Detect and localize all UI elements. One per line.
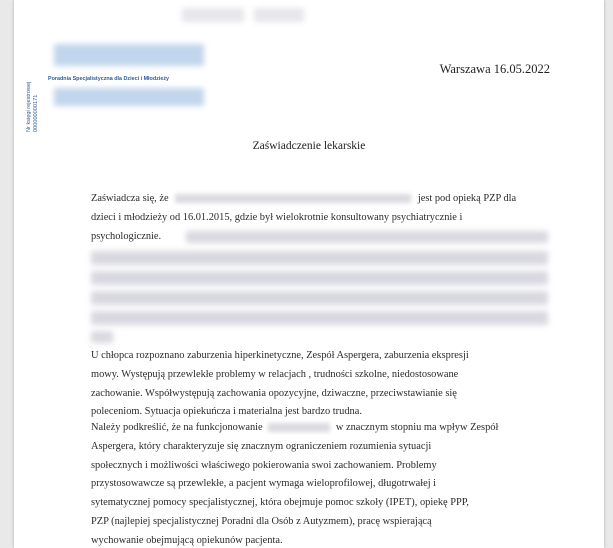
paragraph-1-line-2: dzieci i młodzieży od 16.01.2015, gdzie był wielokrotnie konsultowany psychiatrycznie i: [91, 211, 463, 223]
document-title: Zaświadczenie lekarskie: [252, 140, 366, 152]
redacted-stamp-top: [54, 44, 204, 66]
paragraph-2-line-3: zachowanie. Współwystępują zachowania opozycyjne, dziwaczne, przeciwstawianie się: [91, 387, 457, 399]
redacted-block-line-3: [186, 231, 548, 243]
paragraph-3-line-2: Aspergera, który charakteryzuje się znacznym ograniczeniem rozumienia sytuacji: [91, 440, 432, 452]
redacted-block-line-6: [91, 291, 548, 305]
redacted-block-line-4: [91, 251, 548, 265]
document-page: [14, 0, 604, 548]
paragraph-3-line-4: przystosowawcze są przewlekłe, a pacjent wymaga wieloprofilowej, długotrwałej i: [91, 478, 437, 490]
paragraph-3-line-6: PZP (najlepiej specjalistycznej Poradni dla Osób z Autyzmem), pracę wspierającą: [91, 515, 432, 527]
paragraph-3-line-3: społecznych i możliwości właściwego pokierowania swoi zachowaniem. Problemy: [91, 459, 437, 471]
redacted-header-right: [254, 8, 304, 22]
document-date: Warszawa 16.05.2022: [439, 62, 550, 76]
paragraph-2-line-1: U chłopca rozpoznano zaburzenia hiperkinetyczne, Zespół Aspergera, zaburzenia ekspresji: [91, 350, 469, 361]
stamp-register-number: 000000000171: [32, 94, 39, 132]
redacted-block-line-5: [91, 271, 548, 285]
redacted-block-line-7: [91, 311, 548, 325]
p1-line1-start: Zaświadcza się, że: [91, 193, 169, 204]
stamp-clinic-name: Poradnia Specjalistyczna dla Dzieci i Młodzieży: [48, 76, 170, 82]
paragraph-2-line-4: poleceniom. Sytuacja opiekuńcza i materialna jest bardzo trudna.: [91, 406, 362, 418]
paragraph-3-line-1: [91, 419, 548, 438]
paragraph-3: [91, 419, 548, 548]
paragraph-3-line-7: wychowanie obejmującą opiekunów pacjenta.: [91, 534, 283, 546]
stamp-vertical-text: [26, 44, 56, 132]
p1-line3-text: psychologicznie.: [91, 230, 162, 242]
redacted-stamp-bottom: [54, 88, 204, 106]
paragraph-2: [91, 347, 548, 422]
p1-line1-end: jest pod opieką PZP dla: [417, 193, 517, 204]
paragraph-1-line-1: [91, 190, 548, 209]
redacted-patient-name: [175, 194, 411, 203]
stamp-register-label: Nr księgi rejestrowej: [26, 81, 32, 132]
paragraph-3-line-5: sytematycznej pomocy specjalistycznej, która obejmuje pomoc szkoły (IPET), opiekę PPP,: [91, 497, 470, 509]
redacted-block-line-8: [91, 331, 113, 343]
paragraph-2-line-2: mowy. Występują przewlekłe problemy w relacjach , trudności szkolne, niedostosowane: [91, 368, 459, 380]
p3-line1-start: Należy podkreślić, że na funkcjonowanie: [91, 422, 263, 433]
redacted-header-left: [182, 8, 244, 22]
redacted-patient-name-2: [268, 423, 330, 432]
p3-line1-end: w znacznym stopniu ma wpływ Zespół: [335, 422, 499, 433]
